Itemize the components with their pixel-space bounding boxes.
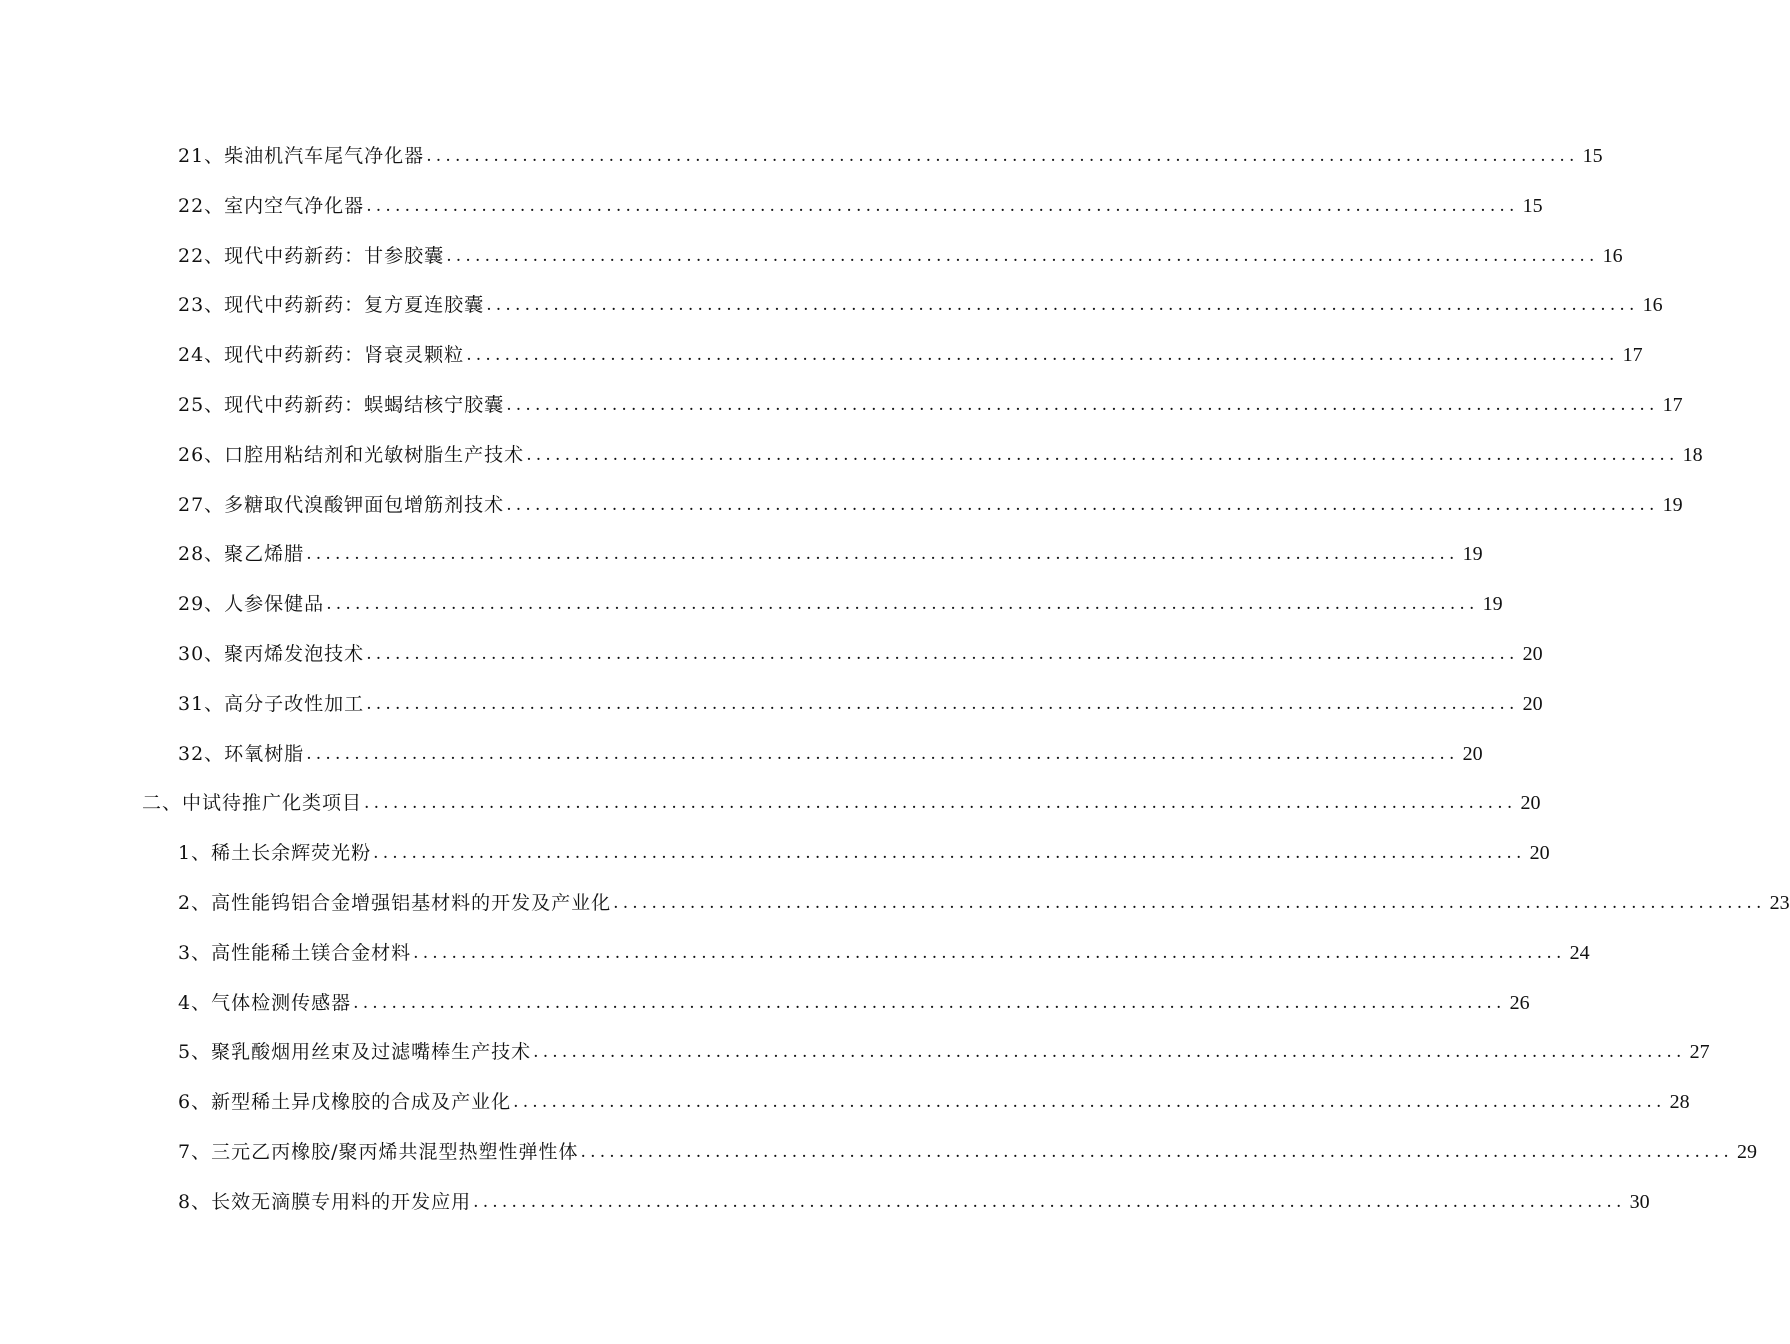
toc-dot-leader: ........................................................................................................................ xyxy=(326,594,1479,615)
toc-entry[interactable] xyxy=(178,1084,1690,1114)
toc-dot-leader: ........................................................................................................................ xyxy=(364,793,1517,814)
toc-dot-leader: ........................................................................................................................ xyxy=(413,942,1566,963)
toc-entry[interactable] xyxy=(178,1134,1757,1164)
toc-entry-page-number: 18 xyxy=(1682,443,1703,466)
toc-entry[interactable] xyxy=(178,437,1703,467)
toc-entry-page-number: 24 xyxy=(1569,941,1590,964)
toc-dot-leader: ........................................................................................................................ xyxy=(473,1191,1626,1212)
toc-entry-page-number: 20 xyxy=(1529,842,1550,865)
toc-dot-leader: ........................................................................................................................ xyxy=(513,1092,1666,1113)
toc-entry-page-number: 20 xyxy=(1522,692,1543,715)
toc-dot-leader: ........................................................................................................................ xyxy=(366,195,1519,216)
toc-entry[interactable] xyxy=(178,835,1550,865)
toc-entry-page-number: 28 xyxy=(1669,1091,1690,1114)
toc-entry[interactable] xyxy=(178,636,1543,666)
toc-entry-title: 29、人参保健品 xyxy=(178,593,325,616)
toc-entry-page-number: 19 xyxy=(1482,593,1503,616)
toc-entry-title: 25、现代中药新药：蜈蝎结核宁胶囊 xyxy=(178,394,505,416)
toc-entry-title: 22、室内空气净化器 xyxy=(178,194,365,217)
toc-dot-leader: ........................................................................................................................ xyxy=(446,245,1599,266)
toc-entry-page-number: 26 xyxy=(1509,991,1530,1014)
toc-entry-title: 27、多糖取代溴酸钾面包增筋剂技术 xyxy=(178,493,505,516)
toc-entry-title: 31、高分子改性加工 xyxy=(178,692,365,715)
toc-entry-page-number: 23 xyxy=(1769,892,1790,914)
toc-entry[interactable] xyxy=(178,686,1543,716)
toc-dot-leader: ........................................................................................................................ xyxy=(466,345,1619,366)
toc-dot-leader: ........................................................................................................................ xyxy=(366,644,1519,664)
toc-dot-leader: ........................................................................................................................ xyxy=(306,743,1459,764)
toc-entry-page-number: 27 xyxy=(1689,1041,1710,1064)
toc-dot-leader: ........................................................................................................................ xyxy=(373,843,1526,864)
toc-dot-leader: ........................................................................................................................ xyxy=(366,693,1519,714)
toc-entry-title: 2、高性能钨铝合金增强铝基材料的开发及产业化 xyxy=(178,892,612,914)
toc-dot-leader: ........................................................................................................................ xyxy=(486,295,1639,316)
toc-entry[interactable] xyxy=(178,138,1603,168)
toc-entry[interactable] xyxy=(178,337,1643,367)
toc-entry[interactable] xyxy=(178,1184,1650,1214)
toc-entry-page-number: 17 xyxy=(1662,394,1683,416)
toc-entry-title: 8、长效无滴膜专用料的开发应用 xyxy=(178,1190,472,1213)
toc-entry-title: 26、口腔用粘结剂和光敏树脂生产技术 xyxy=(178,443,525,466)
toc-entry-title: 30、聚丙烯发泡技术 xyxy=(178,643,365,665)
toc-entry-title: 28、聚乙烯腊 xyxy=(178,543,305,566)
toc-entry-page-number: 16 xyxy=(1602,244,1623,267)
toc-entry-page-number: 29 xyxy=(1736,1141,1757,1163)
toc-entry[interactable] xyxy=(178,188,1543,218)
toc-entry[interactable] xyxy=(178,885,1790,915)
toc-dot-leader: ........................................................................................................................ xyxy=(426,146,1579,166)
toc-entry-page-number: 15 xyxy=(1522,194,1543,217)
toc-entry-page-number: 16 xyxy=(1642,294,1663,317)
toc-dot-leader: ........................................................................................................................ xyxy=(506,395,1659,415)
toc-entry-title: 7、三元乙丙橡胶/聚丙烯共混型热塑性弹性体 xyxy=(178,1141,579,1163)
toc-dot-leader: ........................................................................................................................ xyxy=(580,1142,1733,1162)
toc-entry-title: 23、现代中药新药：复方夏连胶囊 xyxy=(178,294,485,317)
toc-entry-title: 24、现代中药新药：肾衰灵颗粒 xyxy=(178,344,465,367)
toc-entry-title: 22、现代中药新药：甘参胶囊 xyxy=(178,244,445,267)
toc-entry-page-number: 20 xyxy=(1520,792,1541,815)
toc-dot-leader: ........................................................................................................................ xyxy=(306,544,1459,565)
toc-entry[interactable] xyxy=(178,487,1683,517)
toc-dot-leader: ........................................................................................................................ xyxy=(506,494,1659,515)
toc-entry-page-number: 20 xyxy=(1462,742,1483,765)
toc-entry-title: 4、气体检测传感器 xyxy=(178,991,352,1014)
toc-dot-leader: ........................................................................................................................ xyxy=(533,1042,1686,1063)
toc-entry[interactable] xyxy=(178,387,1683,417)
toc-entry[interactable] xyxy=(178,536,1483,566)
toc-entry-page-number: 30 xyxy=(1629,1190,1650,1213)
toc-entry-title: 3、高性能稀土镁合金材料 xyxy=(178,941,412,964)
toc-entry[interactable] xyxy=(178,586,1503,616)
toc-entry[interactable] xyxy=(142,785,1541,815)
toc-entry[interactable] xyxy=(178,238,1623,268)
toc-entry-title: 1、稀土长余辉荧光粉 xyxy=(178,842,372,865)
toc-entry-title: 二、中试待推广化类项目 xyxy=(142,792,363,815)
toc-entry-page-number: 15 xyxy=(1582,145,1603,167)
toc-dot-leader: ........................................................................................................................ xyxy=(353,992,1506,1013)
toc-entry-title: 32、环氧树脂 xyxy=(178,742,305,765)
toc-entry-page-number: 17 xyxy=(1622,344,1643,367)
toc-entry[interactable] xyxy=(178,985,1530,1015)
toc-entry[interactable] xyxy=(178,287,1663,317)
toc-dot-leader: ........................................................................................................................ xyxy=(613,893,1766,913)
toc-entry-page-number: 19 xyxy=(1462,543,1483,566)
toc-entry[interactable] xyxy=(178,1034,1710,1064)
toc-entry-title: 21、柴油机汽车尾气净化器 xyxy=(178,145,425,167)
toc-entry-page-number: 19 xyxy=(1662,493,1683,516)
toc-entry-title: 6、新型稀土异戊橡胶的合成及产业化 xyxy=(178,1091,512,1114)
toc-entry-title: 5、聚乳酸烟用丝束及过滤嘴棒生产技术 xyxy=(178,1041,532,1064)
toc-dot-leader: ........................................................................................................................ xyxy=(526,444,1679,465)
toc-entry-page-number: 20 xyxy=(1522,643,1543,665)
toc-entry[interactable] xyxy=(178,935,1590,965)
toc-entry[interactable] xyxy=(178,736,1483,766)
